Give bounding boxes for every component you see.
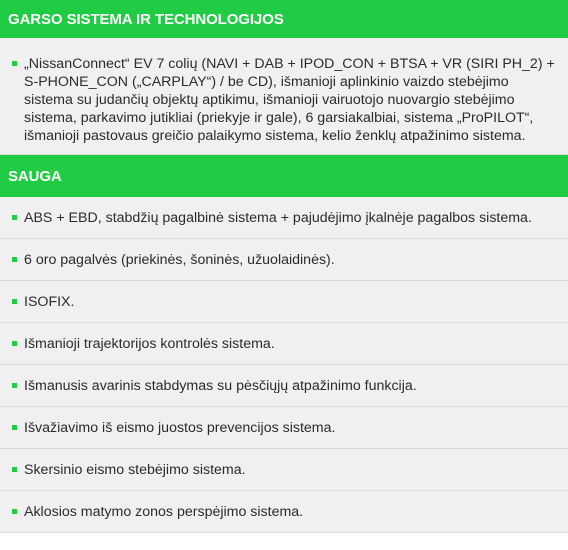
list-item [0,407,568,449]
list-item [0,281,568,323]
list-item-text: Išmanioji trajektorijos kontrolės sistema. [24,335,275,352]
bullet-icon [12,383,17,388]
list-item-text: Skersinio eismo stebėjimo sistema. [24,461,246,478]
section-title-safety: SAUGA [8,167,62,185]
list-item [0,491,568,533]
section-body-audio [0,38,568,155]
list-item-text: ABS + EBD, stabdžių pagalbinė sistema + pajudėjimo įkalnėje pagalbos sistema. [24,209,532,226]
section-header-audio [0,0,568,38]
list-item-text: ISOFIX. [24,293,75,310]
list-item-text: 6 oro pagalvės (priekinės, šoninės, užuolaidinės). [24,251,335,268]
list-item [0,239,568,281]
bullet-icon [12,425,17,430]
bullet-icon [12,61,17,66]
bullet-icon [12,341,17,346]
bullet-icon [12,467,17,472]
list-item [12,55,556,145]
list-item [0,197,568,239]
list-item [0,365,568,407]
list-item-text: Išvažiavimo iš eismo juostos prevencijos sistema. [24,419,336,436]
section-header-safety [0,155,568,197]
bullet-icon [12,257,17,262]
list-item [0,449,568,491]
bullet-icon [12,299,17,304]
safety-list [0,197,568,533]
list-item [0,323,568,365]
bullet-icon [12,509,17,514]
bullet-icon [12,215,17,220]
list-item-text: Aklosios matymo zonos perspėjimo sistema. [24,503,304,520]
section-title-audio: GARSO SISTEMA IR TECHNOLOGIJOS [8,10,284,28]
list-item-text: Išmanusis avarinis stabdymas su pėsčiųjų atpažinimo funkcija. [24,377,417,394]
list-item-text: „NissanConnect“ EV 7 colių (NAVI + DAB + IPOD_CON + BTSA + VR (SIRI PH_2) + S-PHONE_CON („CARPLAY“) / be CD), išmanioji aplinkinio vaizdo stebėjimo sistema su judančių objektų aptikimu, išmanioji vairuotojo nuovargio stebėjimo sistema, parkavimo jutikliai (priekyje ir gale), 6 garsiakalbiai, sistema „ProPILOT“, išmanioji pastovaus greičio palaikymo sistema, kelio ženklų atpažinimo sistema. [24,56,555,144]
